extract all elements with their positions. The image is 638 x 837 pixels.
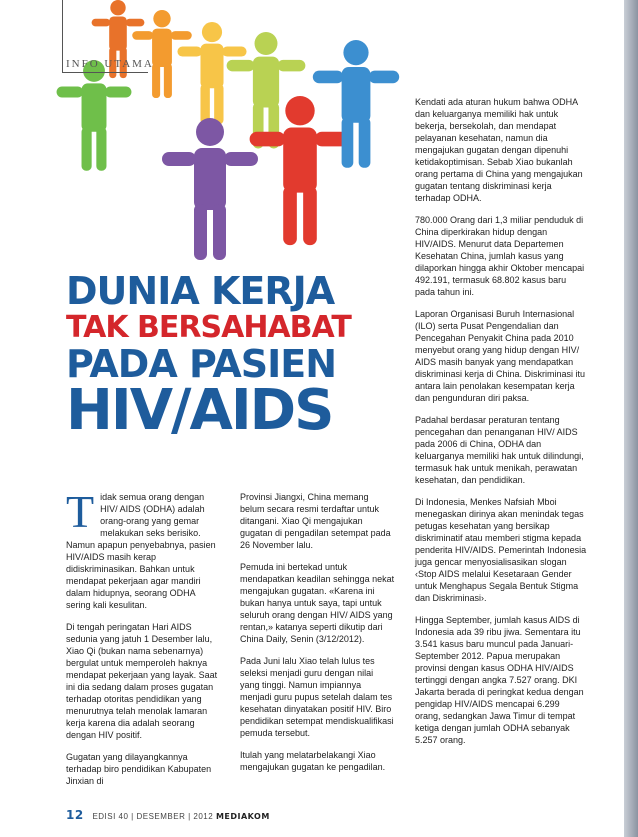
article-paragraph: Gugatan yang dilayangkannya terhadap biro pendidikan Kabupaten Jinxian di <box>66 752 212 786</box>
section-rule-horizontal <box>62 72 148 73</box>
article-paragraph: Padahal berdasar peraturan tentang pencegahan dan penanganan HIV/ AIDS pada 2006 di China, ODHA dan keluarganya memiliki hak untuk dilindungi, termasuk hak untuk menikah, perawatan kesehatan, dan pendidikan. <box>415 415 584 485</box>
article-paragraph: Pada Juni lalu Xiao telah lulus tes seleksi menjadi guru dengan nilai yang tinggi. Namun impiannya menjadi guru pupus setelah dalam tes kesehatan dinyatakan positif HIV. Biro pendidikan setempat mendiskualifikasi pemuda tersebut. <box>240 656 394 738</box>
article-paragraph: Hingga September, jumlah kasus AIDS di Indonesia ada 39 ribu jiwa. Sementara itu 3.541 kasus baru muncul pada Januari-September 2012. Papua merupakan provinsi dengan kasus ODHA HIV/AIDS tertinggi dengan angka 7.527 orang. DKI Jakarta berada di peringkat kedua dengan pengidap HIV/AIDS mencapai 6.299 orang, sedangkan Jawa Timur di tempat ketiga dengan jumlah ODHA sebanyak 5.257 orang. <box>415 615 584 745</box>
article-column-3 <box>415 96 587 756</box>
headline-line-4: HIV/AIDS <box>66 378 333 443</box>
page-number: 12 <box>66 808 84 822</box>
magazine-brand: MEDIAKOM <box>215 812 270 821</box>
headline <box>66 269 396 443</box>
paper-person-figure <box>162 118 258 260</box>
article-column-1 <box>66 486 220 797</box>
section-rule-vertical <box>62 0 63 72</box>
side-photo-strip <box>624 0 638 837</box>
article-paragraph: Di tengah peringatan Hari AIDS sedunia yang jatuh 1 Desember lalu, Xiao Qi (bukan nama sebenarnya) bergulat untuk memperoleh haknya mendapat pekerjaan yang layak. Saat ini dia sedang dalam proses gugatan terhadap otoritas pendidikan yang menurutnya telah menolak lamaran kerja karena dia adalah seorang dengan HIV positif. <box>66 622 218 740</box>
article-paragraph: Itulah yang melatarbelakangi Xiao mengajukan gugatan ke pengadilan. <box>240 750 386 772</box>
article-paragraph: T idak semua orang dengan HIV/ AIDS (ODHA) adalah orang-orang yang gemar melakukan seks berisiko. Namun apapun penyebabnya, pasien HIV/AIDS masih kerap didiskriminasikan. Bahkan untuk mendapat pekerjaan agar mandiri dalam hidupnya, seorang ODHA sering kali kesulitan. <box>66 486 216 610</box>
page-footer <box>66 808 270 822</box>
section-tag: INFO UTAMA <box>66 58 154 70</box>
article-paragraph: Laporan Organisasi Buruh Internasional (ILO) serta Pusat Pengendalian dan Pencegahan Penyakit China pada 2010 menyebut orang yang hidup dengan HIV/ AIDS masih banyak yang mendapatkan diskriminasi kerja di China. Diskriminasi itu antara lain penolakan kesempatan kerja dan pengunduran diri paksa. <box>415 309 586 403</box>
paper-person-figure <box>313 40 399 168</box>
headline-line-3: PADA PASIEN <box>66 342 336 386</box>
drop-cap: T <box>66 486 95 537</box>
article-paragraph: Pemuda ini bertekad untuk mendapatkan keadilan sehingga nekat mengajukan gugatan. «Karena ini bukan hanya untuk saya, tapi untuk seluruh orang dengan HIV/ AIDS yang rentan,» katanya seperti dikutip dari China Daily, Senin (3/12/2012). <box>240 562 395 644</box>
headline-line-2: TAK BERSAHABAT <box>66 310 351 345</box>
headline-line-1: DUNIA KERJA <box>66 269 335 313</box>
article-column-2 <box>240 491 395 783</box>
article-paragraph: Kendati ada aturan hukum bahwa ODHA dan keluarganya memiliki hak untuk bekerja, bersekolah, dan mendapat pelayanan kesehatan, namun dia mengajukan gugatan dengan dipenuhi ketidakoptimisan. Sebab Xiao bukanlah orang pertama di China yang mengajukan gugatan tentang diskriminasi kerja terhadap ODHA. <box>415 97 583 203</box>
issue-info: EDISI 40 | DESEMBER | 2012 <box>92 812 214 821</box>
article-paragraph: 780.000 Orang dari 1,3 miliar penduduk di China diperkirakan hidup dengan HIV/AIDS. Menurut data Departemen Kesehatan China, jumlah kasus yang dilaporkan hingga akhir Oktober mencapai 492.191, termasuk 68.802 kasus baru pada tahun ini. <box>415 215 585 297</box>
paper-people-illustration <box>0 0 400 280</box>
article-paragraph: Provinsi Jiangxi, China memang belum secara resmi terdaftar untuk ditangani. Xiao Qi mengajukan gugatan di pengadilan setempat pada 26 November lalu. <box>240 492 391 550</box>
article-paragraph: Di Indonesia, Menkes Nafsiah Mboi menegaskan dirinya akan menindak tegas petugas kesehatan yang bersikap diskriminatif atau memberi stigma kepada penderita HIV/AIDS. Pemerintah Indonesia juga gencar menyosialisasikan slogan ‹Stop AIDS melalui Kesetaraan Gender untuk Menghapus Segala Bentuk Stigma dan Diskriminasi›. <box>415 497 587 603</box>
paper-person-figure <box>250 96 351 245</box>
